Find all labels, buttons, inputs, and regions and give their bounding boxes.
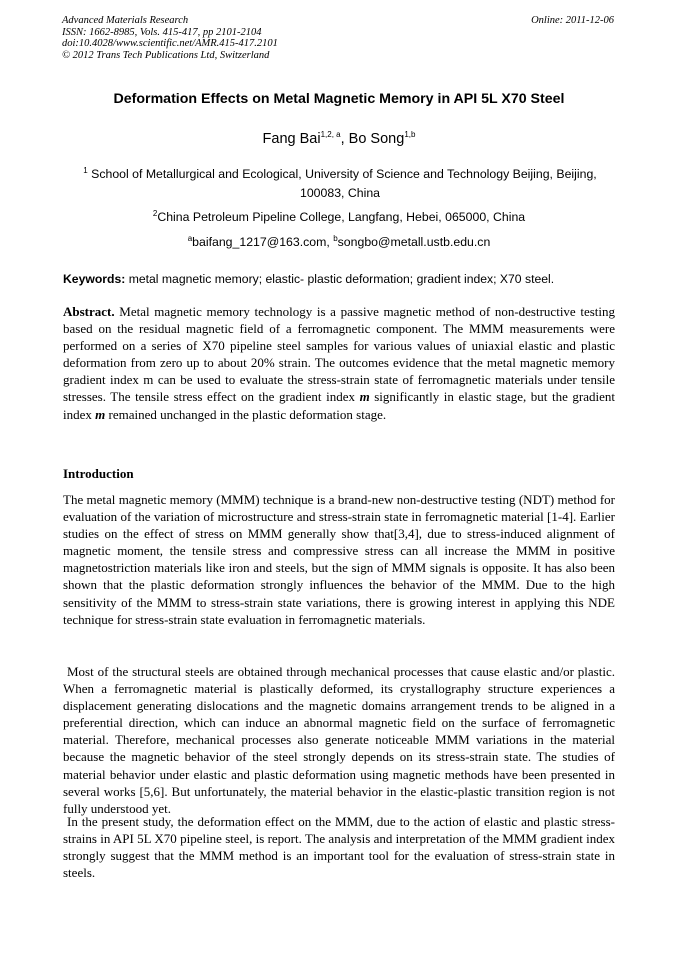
online-date: Online: 2011-12-06 xyxy=(531,15,614,26)
section-heading-introduction: Introduction xyxy=(63,466,134,481)
email-superscript: b xyxy=(333,233,338,243)
abstract-text: remained unchanged in the plastic deformation stage. xyxy=(105,406,387,422)
affiliation-text: China Petroleum Pipeline College, Langfang, Hebei, 065000, China xyxy=(157,210,526,224)
symbol-m: m xyxy=(95,406,106,422)
affiliation-superscript: 2 xyxy=(152,208,158,218)
journal-info-header xyxy=(62,15,278,61)
keywords-line xyxy=(63,272,615,286)
email-link[interactable]: baifang_1217@163.com xyxy=(192,235,327,249)
abstract-paragraph xyxy=(63,303,615,423)
author-emails xyxy=(0,233,678,252)
paper-title: Deformation Effects on Metal Magnetic Memory in API 5L X70 Steel xyxy=(113,91,565,107)
doi-line: doi:10.4028/www.scientific.net/AMR.415-417.2101 xyxy=(62,38,278,49)
affiliation-2 xyxy=(0,208,678,227)
email-link[interactable]: songbo@metall.ustb.edu.cn xyxy=(337,235,491,249)
author-superscript: 1,b xyxy=(404,130,416,140)
affiliation-1 xyxy=(70,165,610,203)
intro-paragraph-3: In the present study, the deformation effect on the MMM, due to the action of elastic and plastic stress-strains in API 5L X70 pipeline steel, is report. The analysis and interpretation of the MMM gradient index strongly suggest that the MMM method is an important tool for the evaluation of stress-strain state in steels. xyxy=(63,814,615,881)
email-superscript: a xyxy=(187,233,193,243)
author-list xyxy=(0,131,678,147)
affiliation-text: School of Metallurgical and Ecological, University of Science and Technology Beijing, Beijing, 100083, China xyxy=(91,167,597,200)
intro-paragraph-1: The metal magnetic memory (MMM) technique is a brand-new non-destructive testing (NDT) method for evaluation of the variation of microstructure and stress-strain state in ferromagnetic material [1-4]. Earlier studies on the effect of stress on MMM generally show that[3,4], due to stress-induced alignment of magnetic moment, the tensile stress and compressive stress can all increase the MMM in positive magnetostriction materials like iron and steels, but the sign of MMM signals is opposite. It has also been shown that the plastic deformation strongly influences the behavior of the MMM. Due to the high sensitivity of the MMM to stress-strain state variations, there is growing interest in applying this NDE technique for stress-strain state evaluation in ferromagnetic materials. xyxy=(63,492,615,627)
keywords-text: metal magnetic memory; elastic- plastic deformation; gradient index; X70 steel. xyxy=(125,272,555,286)
author-separator: , xyxy=(340,131,349,147)
abstract-text: significantly in elastic stage, but the gradient index xyxy=(63,389,615,422)
issn-line: ISSN: 1662-8985, Vols. 415-417, pp 2101-2104 xyxy=(62,26,262,38)
author-name: Fang Bai xyxy=(262,131,321,147)
email-separator: , xyxy=(326,235,334,249)
abstract-label: Abstract. xyxy=(63,304,115,319)
keywords-label: Keywords: xyxy=(63,272,126,286)
symbol-m: m xyxy=(359,389,370,405)
copyright-line: © 2012 Trans Tech Publications Ltd, Switzerland xyxy=(62,49,270,61)
author-superscript: 1,2, a xyxy=(320,130,341,140)
author-name: Bo Song xyxy=(348,131,405,147)
affiliation-superscript: 1 xyxy=(83,165,88,175)
intro-paragraph-2: Most of the structural steels are obtained through mechanical processes that cause elastic and/or plastic. When a ferromagnetic material is plastically deformed, its crystallography structure experiences a displacement generating dislocations and the magnetic domains arrangement trends to be aligned in a preferential direction, which can induce an abnormal magnetic field on the surface of ferromagnetic material. Therefore, mechanical processes also generate noticeable MMM variations in the material because the magnetic behavior of the steel strongly depends on its stress-strain state. The studies of material behavior under elastic and plastic deformation using magnetic methods have been presented in several works [5,6]. But unfortunately, the material behavior in the elastic-plastic transition region is not fully understood yet. xyxy=(63,664,615,816)
journal-name: Advanced Materials Research xyxy=(62,15,189,26)
abstract-text: Metal magnetic memory technology is a passive magnetic method of non-destructive testing based on the residual magnetic field of a ferromagnetic component. The MMM measurements were performed on a series of X70 pipeline steel samples for various values of uniaxial elastic and plastic deformation from zero up to about 20% strain. The outcomes evidence that the metal magnetic memory gradient index m can be used to evaluate the stress-strain state of ferromagnetic materials under tensile stresses. The tensile stress effect on the gradient index xyxy=(63,304,615,405)
